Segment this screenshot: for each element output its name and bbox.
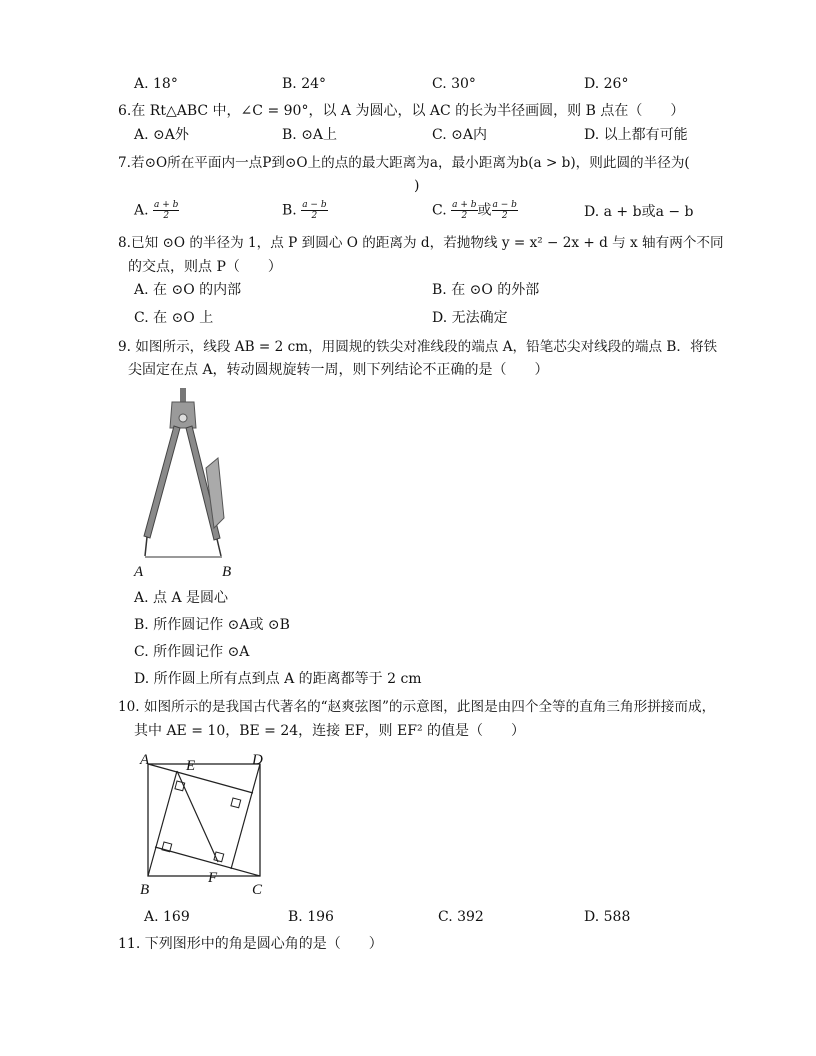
compass-figure [128, 388, 248, 580]
label-f: F [208, 870, 218, 886]
q8-option-b: B. 在 ⊙O 的外部 [432, 282, 540, 298]
q5-option-a: A. 18° [134, 76, 178, 92]
label-c: C [252, 882, 263, 898]
outer-square [148, 764, 260, 876]
q8-stem: 8.已知 ⊙O 的半径为 1，点 P 到圆心 O 的距离为 d，若抛物线 y = x² − 2x + d 与 x 轴有两个不同 [118, 235, 724, 251]
q9-stem: 9. 如图所示，线段 AB = 2 cm，用圆规的铁尖对准线段的端点 A，铅笔芯尖对线段的端点 B．将铁 [118, 339, 718, 355]
label-a: A [140, 752, 150, 768]
q7-option-a: A. $\frac{a + b}{2}$ [134, 200, 179, 221]
compass-handle [180, 388, 186, 402]
segment-ef [177, 771, 218, 862]
label-a: A [134, 564, 144, 580]
q10-option-c: C. 392 [438, 909, 484, 925]
q6-option-d: D. 以上都有可能 [584, 127, 688, 143]
q7-stem: 7.若⊙O所在平面内一点P到⊙O上的点的最大距离为a，最小距离为b(a > b)，则此圆的半径为( [118, 155, 690, 171]
q9-option-b: B. 所作圆记作 ⊙A或 ⊙B [134, 617, 290, 633]
q11-stem: 11. 下列图形中的角是圆心角的是（ ） [118, 936, 383, 952]
zhao-shuang-figure [132, 748, 272, 900]
q10-stem: 10. 如图所示的是我国古代著名的“赵爽弦图”的示意图，此图是由四个全等的直角三角形拼接而成， [118, 699, 716, 715]
q10-option-b: B. 196 [288, 909, 334, 925]
q8-option-c: C. 在 ⊙O 上 [134, 310, 214, 326]
q9-option-a: A. 点 A 是圆心 [134, 590, 229, 606]
q7-option-b: B. $\frac{a - b}{2}$ [282, 200, 327, 221]
q8-option-d: D. 无法确定 [432, 310, 508, 326]
compass-needle-tip [145, 537, 147, 556]
q10-option-d: D. 588 [584, 909, 631, 925]
q8-stem-line2: 的交点，则点 P（ ） [128, 259, 282, 275]
label-b: B [140, 882, 150, 898]
q8-option-a: A. 在 ⊙O 的内部 [134, 282, 242, 298]
compass-needle-leg [144, 426, 180, 538]
q7-option-d: D. a + b或a − b [584, 204, 694, 220]
q10-option-a: A. 169 [144, 909, 190, 925]
q6-stem: 6.在 Rt△ABC 中，∠C = 90°，以 A 为圆心，以 AC 的长为半径画圆，则 B 点在（ ） [118, 103, 685, 119]
q10-stem-line2: 其中 AE = 10，BE = 24，连接 EF，则 EF² 的值是（ ） [134, 723, 526, 739]
q7-option-c: C. $\frac{a + b}{2}$ 或 $\frac{a - b}{2}$ [432, 200, 517, 221]
q9-option-d: D. 所作圆上所有点到点 A 的距离都等于 2 cm [134, 671, 422, 687]
q5-option-b: B. 24° [282, 76, 327, 92]
label-b: B [222, 564, 232, 580]
q5-option-c: C. 30° [432, 76, 476, 92]
q9-stem-line2: 尖固定在点 A，转动圆规旋转一周，则下列结论不正确的是（ ） [128, 362, 549, 378]
q6-option-a: A. ⊙A外 [134, 127, 189, 143]
q5-option-d: D. 26° [584, 76, 629, 92]
q6-option-c: C. ⊙A内 [432, 127, 487, 143]
compass-pencil-tip [217, 539, 221, 556]
label-d: D [252, 752, 263, 768]
q6-option-b: B. ⊙A上 [282, 127, 338, 143]
q9-option-c: C. 所作圆记作 ⊙A [134, 644, 250, 660]
label-e: E [186, 758, 196, 774]
q7-stem-close: ) [414, 178, 420, 194]
